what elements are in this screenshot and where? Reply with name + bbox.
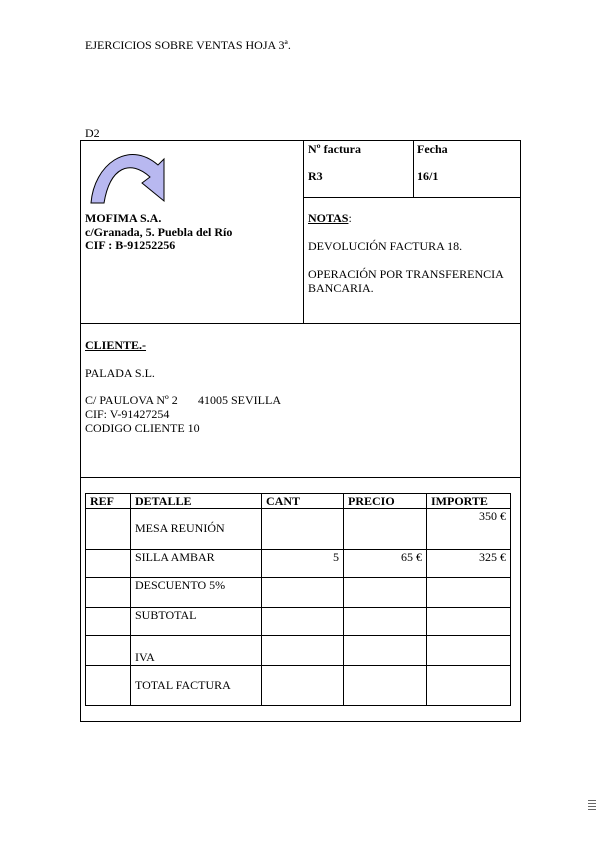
column-header-ref: REF [86, 494, 131, 509]
cell-precio [344, 578, 427, 608]
column-header-cant: CANT [262, 494, 344, 509]
client-address-street: C/ PAULOVA Nº 2 [85, 393, 178, 407]
cell-cant [262, 666, 344, 706]
cell-importe [427, 666, 511, 706]
divider-client-section [80, 477, 521, 478]
column-header-precio: PRECIO [344, 494, 427, 509]
cell-detalle: IVA [131, 636, 262, 666]
frame-bottom [80, 721, 521, 722]
client-name: PALADA S.L. [85, 366, 155, 380]
cell-ref [86, 509, 131, 550]
notes-colon: : [348, 211, 352, 225]
table-row [86, 509, 511, 550]
cell-importe [427, 608, 511, 636]
company-cif: CIF : B-91252256 [85, 238, 176, 252]
cell-precio [344, 636, 427, 666]
cell-ref [86, 666, 131, 706]
client-code: CODIGO CLIENTE 10 [85, 421, 200, 435]
cell-importe [427, 578, 511, 608]
table-row [86, 636, 511, 666]
cell-importe: 350 € [427, 509, 511, 550]
cell-precio [344, 666, 427, 706]
notes-line-2: OPERACIÓN POR TRANSFERENCIA [308, 267, 504, 281]
cell-detalle-text: MESA REUNIÓN [135, 521, 225, 535]
client-address-city: 41005 SEVILLA [198, 393, 281, 407]
notes-heading [308, 211, 352, 226]
column-header-importe: IMPORTE [427, 494, 511, 509]
cell-importe: 325 € [427, 550, 511, 578]
cell-ref [86, 578, 131, 608]
table-row [86, 550, 511, 578]
invoice-items-table [85, 493, 511, 706]
cell-detalle [131, 509, 262, 550]
cell-importe [427, 636, 511, 666]
cell-detalle: DESCUENTO 5% [131, 578, 262, 608]
table-row [86, 608, 511, 636]
cell-precio [344, 608, 427, 636]
cell-cant [262, 636, 344, 666]
cell-detalle-text: TOTAL FACTURA [135, 678, 231, 692]
frame-right [520, 140, 521, 722]
cell-cant [262, 608, 344, 636]
invoice-number-value: R3 [308, 169, 323, 183]
table-header-row [86, 494, 511, 509]
company-name: MOFIMA S.A. [85, 211, 162, 225]
company-address: c/Granada, 5. Puebla del Río [85, 225, 233, 239]
document-code: D2 [85, 126, 100, 140]
notes-label: NOTAS [308, 211, 349, 225]
divider-vertical-top [303, 140, 304, 324]
invoice-date-value: 16/1 [417, 169, 439, 183]
divider-top-section [80, 323, 521, 324]
table-row [86, 578, 511, 608]
cell-detalle: SILLA AMBAR [131, 550, 262, 578]
page-header-title: EJERCICIOS SOBRE VENTAS HOJA 3ª. [85, 38, 291, 52]
table-row [86, 666, 511, 706]
cell-ref [86, 608, 131, 636]
cell-cant: 5 [262, 550, 344, 578]
notes-line-1: DEVOLUCIÓN FACTURA 18. [308, 239, 463, 253]
invoice-number-label: Nº factura [308, 142, 361, 156]
divider-invoice-date [413, 140, 414, 198]
company-logo-arrow-icon [88, 145, 172, 207]
cell-precio [344, 509, 427, 550]
column-header-detalle: DETALLE [131, 494, 262, 509]
frame-top [80, 140, 521, 141]
menu-lines-icon[interactable] [588, 800, 596, 812]
notes-line-3: BANCARIA. [308, 281, 374, 295]
cell-ref [86, 636, 131, 666]
cell-ref [86, 550, 131, 578]
cell-detalle: SUBTOTAL [131, 608, 262, 636]
cell-precio: 65 € [344, 550, 427, 578]
invoice-date-label: Fecha [417, 142, 448, 156]
divider-invoice-bottom [303, 197, 521, 198]
frame-left [80, 140, 81, 722]
cell-cant [262, 578, 344, 608]
client-label: CLIENTE.- [85, 338, 147, 352]
cell-detalle [131, 666, 262, 706]
cell-cant [262, 509, 344, 550]
client-cif: CIF: V-91427254 [85, 407, 170, 421]
